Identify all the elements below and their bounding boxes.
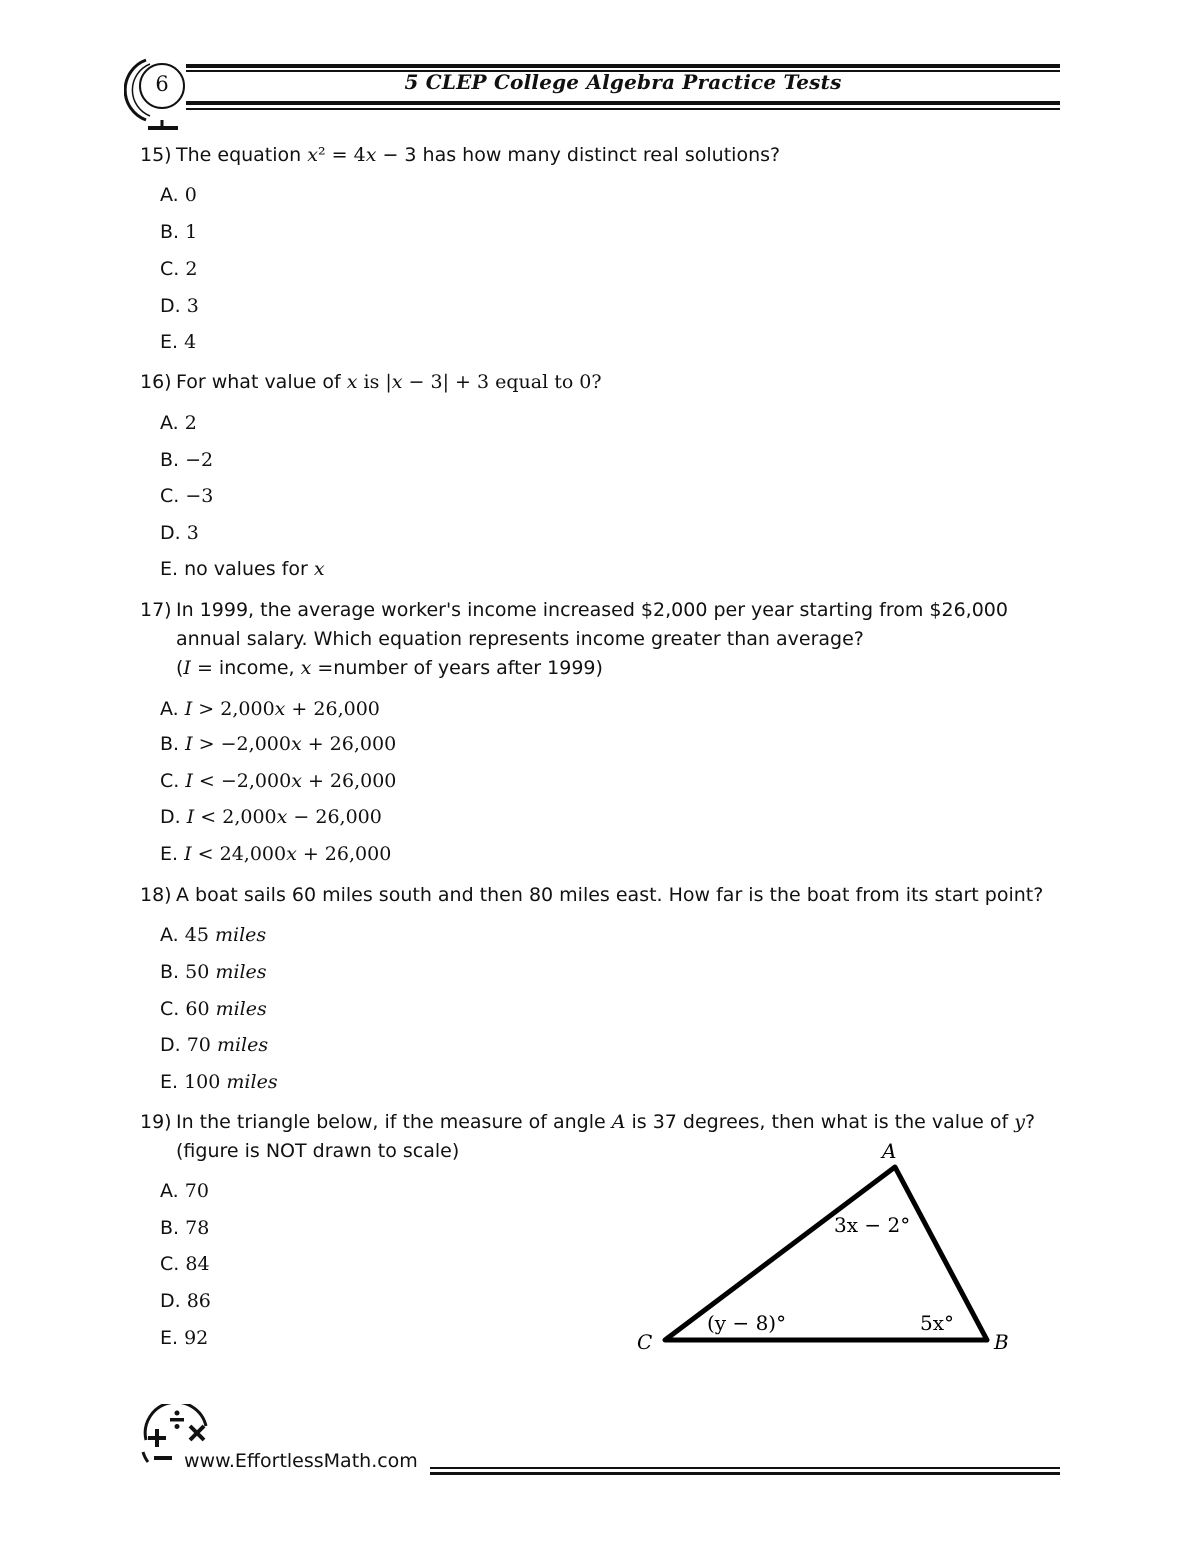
question-text: − 3 has how many distinct real solutions? [376,144,781,166]
option-18-b[interactable] [160,959,267,985]
option-19-d[interactable] [160,1288,211,1314]
math-var: I [184,843,192,865]
option-value: 86 [186,1290,211,1312]
question-text: is 37 degrees, then what is the value of [625,1111,1015,1133]
option-16-a[interactable] [160,410,197,436]
question-text: = income, [190,657,301,679]
option-letter: E. [160,1327,179,1349]
option-15-b[interactable] [160,219,197,245]
question-17 [140,596,1008,625]
option-letter: B. [160,449,180,471]
math-var: I [186,806,195,828]
math-expr: + 26,000 [296,843,392,865]
option-value: 45 [184,924,209,946]
option-15-a[interactable] [160,182,197,208]
option-value: 3 [186,295,199,317]
option-18-c[interactable] [160,996,267,1022]
option-letter: C. [160,1253,180,1275]
option-value: 92 [184,1327,209,1349]
option-15-d[interactable] [160,293,199,319]
math-expr: > −2,000 [192,733,291,755]
option-value: 2 [184,412,197,434]
paren: ( [176,657,184,679]
option-15-e[interactable] [160,329,196,355]
option-value: 50 [185,961,210,983]
header-rule-bottom-thick [186,101,1060,105]
unit-label: miles [226,1071,278,1093]
option-letter: D. [160,806,181,828]
math-expr: < 24,000 [191,843,287,865]
option-value: 60 [185,998,210,1020]
math-var: I [185,733,193,755]
math-var: x [290,733,302,755]
option-value: 2 [185,258,198,280]
option-letter: A. [160,412,179,434]
math-expr: ² = 4 [317,144,366,166]
option-19-a[interactable] [160,1178,209,1204]
math-expr: + 26,000 [301,770,397,792]
math-var: x [313,558,325,580]
math-var: x [274,698,286,720]
option-letter: C. [160,770,180,792]
footer-url[interactable]: www.EffortlessMath.com [184,1450,418,1472]
triangle-figure [620,1130,1040,1360]
math-var: x [276,806,288,828]
math-var: y [1014,1111,1025,1133]
option-letter: A. [160,698,179,720]
option-17-e[interactable] [160,841,391,867]
option-letter: C. [160,485,180,507]
math-var: x [291,770,302,792]
math-expr: + 26,000 [301,733,397,755]
question-text: In 1999, the average worker's income increased $2,000 per year starting from $26,000 [176,599,1008,621]
option-letter: B. [160,1217,180,1239]
question-text: For what value of [176,371,347,393]
vertex-c-label: C [637,1330,653,1354]
option-letter: B. [160,733,180,755]
unit-label: miles [214,924,267,946]
question-text: =number of years after 1999) [311,657,603,679]
math-var: A [611,1111,626,1133]
math-expr: < −2,000 [192,770,292,792]
option-value: 84 [185,1253,210,1275]
angle-a-label: 3x − 2° [834,1213,911,1237]
option-value: no values for [184,558,314,580]
question-number: 15) [140,144,172,166]
option-value: −2 [185,449,214,471]
option-16-d[interactable] [160,520,199,546]
option-19-c[interactable] [160,1251,210,1277]
math-expr: − 26,000 [287,806,382,828]
option-letter: D. [160,1034,181,1056]
option-letter: E. [160,558,179,580]
page-number: 6 [155,72,169,96]
question-text: The equation [176,144,308,166]
question-18 [140,881,1043,910]
option-letter: E. [160,1071,179,1093]
option-letter: B. [160,221,180,243]
math-var: x [391,371,403,393]
option-17-c[interactable] [160,768,396,794]
question-16 [140,368,602,397]
option-letter: A. [160,184,179,206]
math-expr: + 26,000 [285,698,380,720]
option-value: 3 [186,522,199,544]
question-number: 16) [140,371,172,393]
option-letter: C. [160,258,180,280]
option-letter: A. [160,924,179,946]
angle-c-label: (y − 8)° [707,1311,787,1335]
math-expr: − 3| + 3 equal to 0? [402,371,602,393]
option-letter: E. [160,843,179,865]
math-var: I [184,698,193,720]
question-19-line-2: (figure is NOT drawn to scale) [176,1140,460,1162]
option-value: −3 [185,485,214,507]
option-value: 70 [184,1180,209,1202]
unit-label: miles [215,961,267,983]
option-value: 1 [185,221,198,243]
footer-rule-thin [430,1467,1060,1469]
option-value: 0 [184,184,197,206]
option-19-e[interactable] [160,1325,208,1351]
option-18-a[interactable] [160,922,266,948]
footer-rule-thick [430,1472,1060,1475]
option-18-e[interactable] [160,1069,278,1095]
math-var: I [183,657,191,679]
math-var: x [307,144,318,166]
header-title: 5 CLEP College Algebra Practice Tests [404,70,842,94]
option-letter: C. [160,998,180,1020]
option-16-e[interactable] [160,556,325,582]
question-number: 19) [140,1111,172,1133]
option-17-d[interactable] [160,804,382,830]
vertex-a-label: A [882,1139,897,1163]
option-letter: B. [160,961,180,983]
option-15-c[interactable] [160,256,197,282]
math-expr: < 2,000 [194,806,277,828]
question-number: 18) [140,884,172,906]
question-number: 17) [140,599,172,621]
header-rule-bottom-thin [186,108,1060,110]
option-16-b[interactable] [160,447,213,473]
question-17-line-3 [176,654,603,683]
option-19-b[interactable] [160,1215,209,1241]
question-text: In the triangle below, if the measure of angle [176,1111,612,1133]
math-var: x [286,843,297,865]
option-value: 78 [185,1217,210,1239]
option-value: 4 [184,331,197,353]
math-var: x [346,371,358,393]
question-17-line-2: annual salary. Which equation represents income greater than average? [176,628,864,650]
option-17-a[interactable] [160,696,380,722]
option-16-c[interactable] [160,483,213,509]
math-expr: > 2,000 [192,698,275,720]
option-value: 70 [186,1034,211,1056]
option-letter: A. [160,1180,179,1202]
option-value: 100 [184,1071,221,1093]
question-text: A boat sails 60 miles south and then 80 miles east. How far is the boat from its start point? [176,884,1044,906]
unit-label: miles [216,1034,269,1056]
option-letter: E. [160,331,179,353]
math-expr: is | [357,371,392,393]
question-15 [140,141,780,170]
math-var: x [365,144,377,166]
option-letter: D. [160,295,181,317]
header-rule-top-thick [186,64,1060,68]
math-var: I [185,770,193,792]
angle-b-label: 5x° [920,1311,955,1335]
option-18-d[interactable] [160,1032,268,1058]
question-text: ? [1024,1111,1036,1133]
option-letter: D. [160,1290,181,1312]
math-var: x [300,657,312,679]
option-17-b[interactable] [160,731,396,757]
option-letter: D. [160,522,181,544]
vertex-b-label: B [994,1330,1009,1354]
unit-label: miles [215,998,267,1020]
